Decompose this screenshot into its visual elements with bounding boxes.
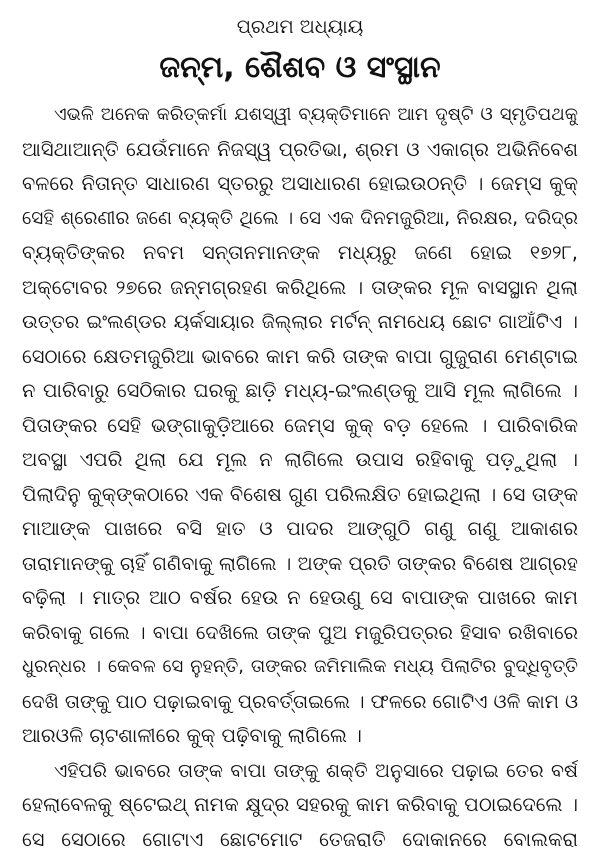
text-line: ଅବସ୍ଥା ଏପରି ଥିଲା ଯେ ମୂଲ ନ ଲାଗିଲେ ଉପାସ ରହିବାକୁ ପଡ଼ୁଥିଲା । <box>22 448 578 471</box>
text-line: ବଢ଼ିଲା । ମାତ୍ର ଆଠ ବର୍ଷର ହେଉ ନ ହେଉଣୁ ସେ ବାପାଙ୍କ ପାଖରେ କାମ <box>22 586 578 609</box>
text-line: ଉତ୍ତର ଇଂଲଣ୍ଡର ୟର୍କସାୟାର ଜିଲ୍ଲାର ମର୍ଟନ୍ ନାମଧେୟ ଛୋଟ ଗାଆଁଟିଏ । <box>22 311 578 333</box>
text-line: ଅକ୍ଟୋବର ୨୭ରେ ଜନ୍ମଗ୍ରହଣ କରିଥିଲେ । ତାଙ୍କର ମୂଳ ବାସସ୍ଥାନ ଥିଲା <box>22 275 578 299</box>
text-line: ହେଲାବେଳକୁ ଷ୍ଟେଇଥ୍ ନାମକ କ୍ଷୁଦ୍ର ସହରକୁ କାମ କରିବାକୁ ପଠାଇଦେଲେ । <box>22 793 578 816</box>
text-line: ମାଆଙ୍କ ପାଖରେ ବସି ହାତ ଓ ପାଦର ଆଙ୍ଗୁଠି ଗଣୁ ଗଣୁ ଆକାଶର <box>22 517 578 540</box>
paragraph-1 <box>22 98 578 754</box>
text-line: ସେଠାରେ କ୍ଷେତମଜୁରିଆ ଭାବରେ କାମ କରି ତାଙ୍କ ବାପା ଗୁଜୁରାଣ ମେଣ୍ଟାଇ <box>22 344 578 368</box>
text-line: ଏହିପରି ଭାବରେ ତାଙ୍କ ବାପା ତାଙ୍କୁ ଶକ୍ତି ଅନୁସାରେ ପଢ଼ାଇ ତେର ବର୍ଷ <box>54 759 578 782</box>
text-line: ଆରଓଳି ଚାଟଶାଳୀରେ କୁକ୍ ପଢ଼ିବାକୁ ଲାଗିଲେ । <box>22 724 362 747</box>
text-line: ବଳରେ ନିତାନ୍ତ ସାଧାରଣ ସ୍ତରରୁ ଅସାଧାରଣ ହୋଇଉଠନ୍ତି । ଜେମ୍ସ କୁକ୍ <box>22 172 578 195</box>
text-line: କରିବାକୁ ଗଲେ । ବାପା ଦେଖିଲେ ତାଙ୍କ ପୁଅ ମଜୁରିପତ୍ରର ହିସାବ ରଖିବାରେ <box>22 621 578 644</box>
text-line: ସେ ସେଠାରେ ଗୋଟାଏ ଛୋଟମୋଟ ତେଜରାତି ଦୋକାନରେ ବୋଲକରା <box>22 827 578 851</box>
text-line: ଧୁରନ୍ଧର । କେବଳ ସେ ନୁହନ୍ତି, ତାଙ୍କର ଜମିମାଲିକ ମଧ୍ୟ ପିଲାଟିର ବୁଦ୍ଧିବୃତ୍ତି <box>22 656 578 677</box>
chapter-title: ଜନ୍ମ, ଶୈଶବ ଓ ସଂସ୍ଥାନ <box>159 50 441 85</box>
text-line: ପିଲାଦିନୁ କୁକ୍‌ଙ୍କଠାରେ ଏକ ବିଶେଷ ଗୁଣ ପରିଲକ୍ଷିତ ହୋଇଥିଲା । ସେ ତାଙ୍କ <box>22 482 578 506</box>
text-line: ତାରାମାନଙ୍କୁ ଚାହିଁ ଗଣିବାକୁ ଲାଗିଲେ । ଅଙ୍କ ପ୍ରତି ତାଙ୍କର ବିଶେଷ ଆଗ୍ରହ <box>22 552 578 575</box>
text-line: ବ୍ୟକ୍ତିଙ୍କର ନବମ ସନ୍ତାନମାନଙ୍କ ମଧ୍ୟରୁ ଜଣେ ହୋଇ ୧୭୨୮, <box>22 241 578 264</box>
text-line: ଦେଖି ତାଙ୍କୁ ପାଠ ପଢ଼ାଇବାକୁ ପ୍ରବର୍ତ୍ତାଇଲେ । ଫଳରେ ଗୋଟିଏ ଓଳି କାମ ଓ <box>22 690 578 713</box>
text-line: ଆସିଥାଆନ୍ତି ଯେଉଁମାନେ ନିଜସ୍ୱ ପ୍ରତିଭା, ଶ୍ରମ ଓ ଏକାଗ୍ର ଅଭିନିବେଶ <box>22 137 578 161</box>
text-line: ସେହି ଶ୍ରେଣୀର ଜଣେ ବ୍ୟକ୍ତି ଥିଲେ । ସେ ଏକ ଦିନମଜୁରିଆ, ନିରକ୍ଷର, ଦରିଦ୍ର <box>22 207 578 229</box>
paragraph-2 <box>22 754 578 858</box>
text-line: ନ ପାରିବାରୁ ସେଠିକାର ଘରକୁ ଛାଡ଼ି ମଧ୍ୟ-ଇଂଲଣ୍ଡକୁ ଆସି ମୂଲ ଲାଗିଲେ । <box>22 379 578 402</box>
text-line: ପିତାଙ୍କର ସେହି ଭଙ୍ଗାକୁଡ଼ିଆରେ ଜେମ୍ସ କୁକ୍ ବଡ଼ ହେଲେ । ପାରିବାରିକ <box>22 413 578 437</box>
text-line: ଏଭଳି ଅନେକ କରିତ୍କର୍ମା ଯଶସ୍ୱୀ ବ୍ୟକ୍ତିମାନେ ଆମ ଦୃଷ୍ଟି ଓ ସ୍ମୃତିପଥକୁ <box>54 104 578 125</box>
chapter-label: ପ୍ରଥମ ଅଧ୍ୟାୟ <box>236 16 364 38</box>
